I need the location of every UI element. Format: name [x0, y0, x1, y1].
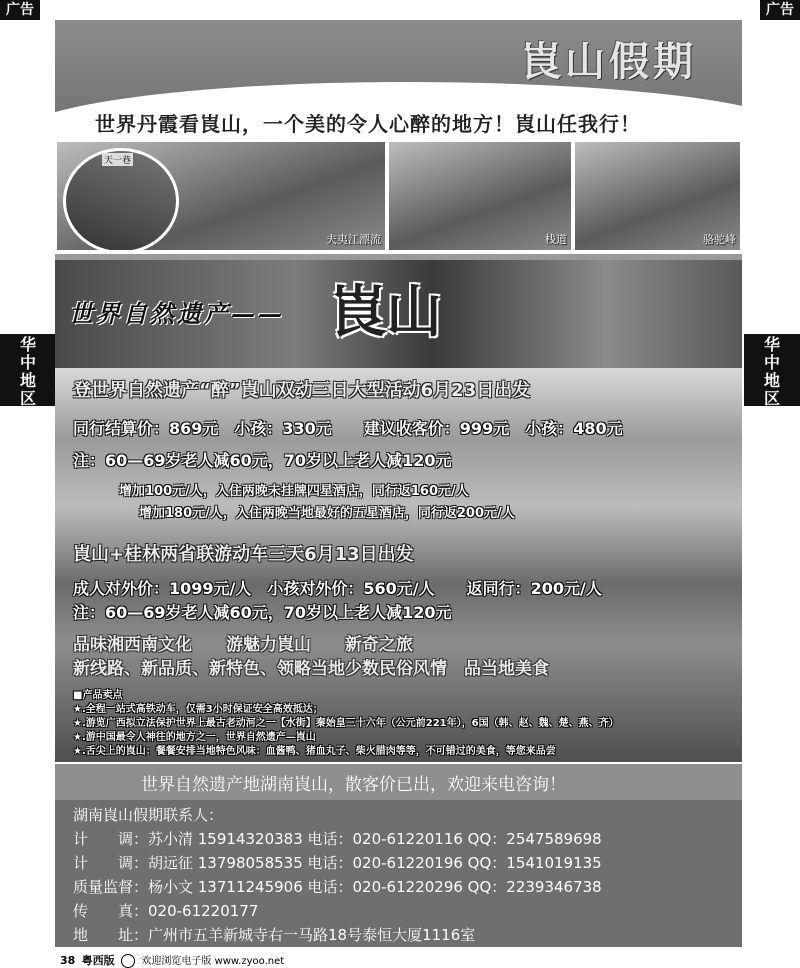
- region-label-left: [0, 334, 56, 406]
- contact-row: 计 调：胡远征 13798058535 电话：020-61220196 QQ：1541019135: [73, 854, 602, 872]
- photo-strip: [55, 138, 742, 254]
- logo-icon: [121, 954, 135, 968]
- advert-frame: [55, 20, 742, 947]
- tour2-headline: 崀山+桂林两省联游动车三天6月13日出发: [73, 544, 414, 565]
- inset-label: 天一巷: [102, 153, 133, 166]
- contact-row: 地 址：广州市五羊新城寺右一马路18号泰恒大厦1116室: [73, 926, 476, 944]
- edition-label: 粤西版: [81, 954, 115, 967]
- photo-rafting: [57, 142, 385, 250]
- contact-row: 计 调：苏小清 15914320383 电话：020-61220116 QQ：2547589698: [73, 830, 602, 848]
- photo-caption: 夫夷江漂流: [326, 233, 381, 246]
- tour1-note: 注：60—69岁老人减60元，70岁以上老人减120元: [73, 451, 452, 470]
- tour1-upgrade-1: 增加100元/人，入住两晚未挂牌四星酒店，同行返160元/人: [119, 484, 469, 499]
- photo-walkway: [389, 142, 571, 250]
- photo-camel-peak: [575, 142, 740, 250]
- feature-item: ★.游中国最令人神往的地方之一，世界自然遗产—崀山: [73, 732, 316, 743]
- region-label-text: 华中地区: [763, 335, 780, 408]
- feature-item: ★.舌尖上的崀山：餐餐安排当地特色风味：血酱鸭、猪血丸子、柴火腊肉等等，不可错过的美食，等您来品尝: [73, 746, 556, 757]
- enquiry-band: [55, 762, 742, 802]
- contacts-panel: [55, 800, 742, 947]
- brand-title: 崀山假期: [521, 39, 697, 85]
- region-label-text: 华中地区: [19, 335, 36, 408]
- heritage-name: 崀山: [330, 279, 442, 345]
- tour1-price: 同行结算价：869元 小孩：330元 建议收客价：999元 小孩：480元: [73, 419, 623, 438]
- contact-row: 质量监督：杨小文 13711245906 电话：020-61220296 QQ：2239346738: [73, 878, 602, 896]
- heritage-banner: [55, 260, 742, 368]
- photo-inset-circle: [63, 148, 179, 250]
- tour1-headline: 登世界自然遗产“醉”崀山双动三日大型活动6月23日出发: [73, 380, 531, 401]
- page-number: 38: [60, 954, 76, 967]
- tour2-price: 成人对外价：1099元/人 小孩对外价：560元/人 返同行：200元/人: [73, 579, 602, 598]
- page-footer: [60, 952, 284, 968]
- region-label-right: [744, 334, 800, 406]
- contacts-header: 湖南崀山假期联系人：: [73, 806, 224, 824]
- culture-line-1: 品味湘西南文化 游魅力崀山 新奇之旅: [73, 635, 413, 655]
- feature-item: ★.全程一站式高铁动车，仅需3小时保证安全高效抵达；: [73, 704, 323, 715]
- contact-row: 传 真：020-61220177: [73, 902, 259, 920]
- photo-caption: 骆驼峰: [703, 233, 736, 246]
- photo-caption: 栈道: [545, 233, 567, 246]
- ad-tag-right: 广告: [760, 0, 800, 20]
- tour-info-panel: [55, 368, 742, 762]
- tour1-upgrade-2: 增加180元/人，入住两晚当地最好的五星酒店，同行返200元/人: [139, 506, 515, 521]
- slogan: 世界丹霞看崀山，一个美的令人心醉的地方！崀山任我行！: [95, 112, 641, 136]
- feature-item: ★.游览广西拟立法保护世界上最古老动河之一【水街】秦始皇三十六年（公元前221年），6国（韩、赵、魏、楚、燕、齐）: [73, 718, 619, 729]
- culture-line-2: 新线路、新品质、新特色、领略当地少数民俗风情 品当地美食: [73, 659, 549, 679]
- ad-tag-left: 广告: [0, 0, 40, 20]
- features-title: ■产品卖点: [73, 690, 123, 701]
- enquiry-text: 世界自然遗产地湖南崀山，散客价已出，欢迎来电咨询！: [141, 775, 566, 795]
- tour2-note: 注：60—69岁老人减60元，70岁以上老人减120元: [73, 603, 452, 622]
- heritage-title: 世界自然遗产——: [69, 299, 285, 328]
- footer-website: 欢迎浏览电子版 www.zyoo.net: [141, 956, 285, 967]
- brand-banner: [55, 20, 742, 140]
